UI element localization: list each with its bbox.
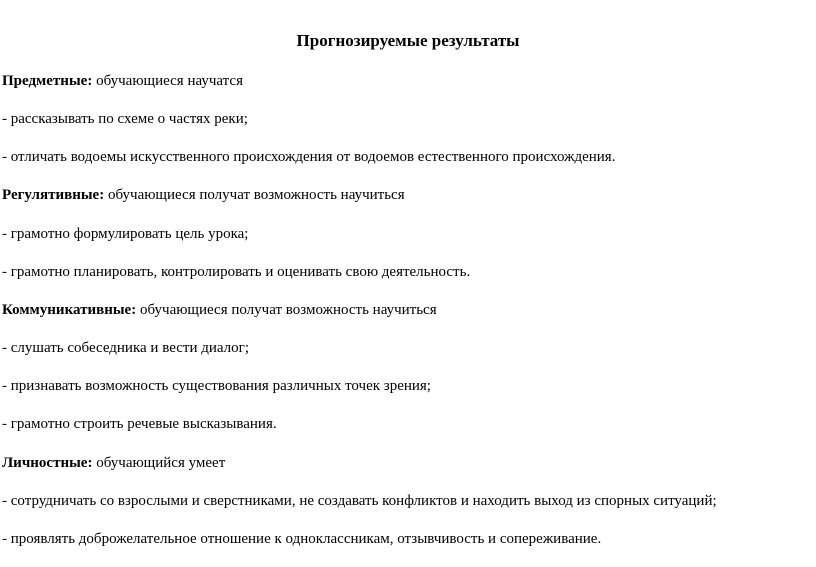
list-item: - отличать водоемы искусственного происхождения от водоемов естественного происхождения. [2,149,616,165]
list-item: - рассказывать по схеме о частях реки; [2,111,248,127]
section-intro: обучающиеся научатся [92,73,243,89]
section-intro: обучающиеся получат возможность научиться [136,302,437,318]
section-label: Личностные: [2,455,93,471]
list-item: - слушать собеседника и вести диалог; [2,340,249,356]
section-regulatory-heading [2,186,405,204]
list-item: - грамотно планировать, контролировать и оценивать свою деятельность. [2,264,471,280]
section-personal-heading [2,454,225,472]
section-label: Предметные: [2,73,93,89]
section-label: Регулятивные: [2,187,105,203]
list-item: - признавать возможность существования различных точек зрения; [2,378,431,394]
list-item: - сотрудничать со взрослыми и сверстниками, не создавать конфликтов и находить выход из спорных ситуаций; [2,493,717,509]
section-intro: обучающийся умеет [92,455,226,471]
list-item: - проявлять доброжелательное отношение к одноклассникам, отзывчивость и сопереживание. [2,531,602,547]
section-subject-heading [2,72,243,90]
list-item: - грамотно формулировать цель урока; [2,226,249,242]
document-title: Прогнозируемые результаты [296,31,520,50]
list-item: - грамотно строить речевые высказывания. [2,416,277,432]
section-label: Коммуникативные: [2,302,137,318]
section-communicative-heading [2,301,437,319]
section-intro: обучающиеся получат возможность научиться [104,187,405,203]
